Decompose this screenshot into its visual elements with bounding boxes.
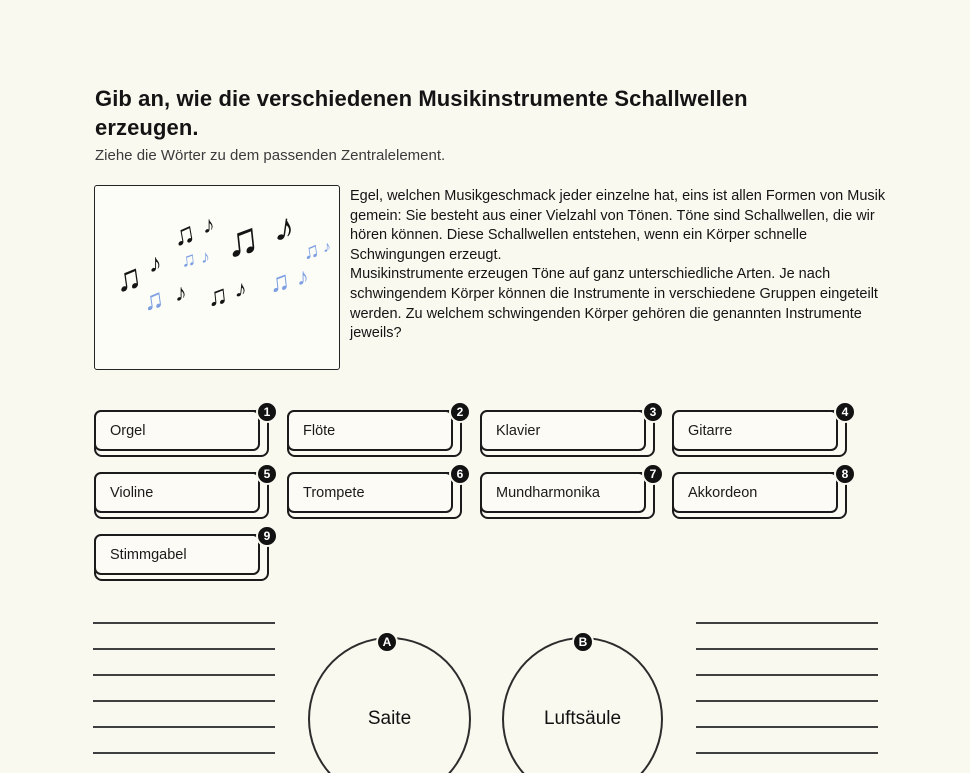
music-note-icon: ♫ xyxy=(112,255,145,300)
left-answer-lines xyxy=(93,622,275,762)
answer-line xyxy=(696,726,878,728)
card-number-badge: 4 xyxy=(834,401,856,423)
music-note-icon: ♫ xyxy=(267,264,292,299)
music-note-icon: ♪ xyxy=(233,275,249,304)
answer-line xyxy=(93,674,275,676)
music-note-icon: ♪ xyxy=(272,204,298,252)
card-number-badge: 6 xyxy=(449,463,471,485)
music-note-icon: ♪ xyxy=(201,247,210,267)
card-number-badge: 3 xyxy=(642,401,664,423)
music-note-icon: ♫ xyxy=(222,211,263,267)
word-card-label: Violine xyxy=(110,484,154,501)
music-note-icon: ♫ xyxy=(179,248,198,272)
answer-line xyxy=(696,622,878,624)
right-answer-lines xyxy=(696,622,878,762)
music-notes-canvas xyxy=(95,186,339,369)
task-instruction: Ziehe die Wörter zu dem passenden Zentralelement. xyxy=(95,147,446,164)
page-title-line2: erzeugen. xyxy=(95,115,199,140)
word-card-label: Mundharmonika xyxy=(496,484,600,501)
word-card-gitarre[interactable] xyxy=(672,405,849,457)
word-card-label: Akkordeon xyxy=(688,484,758,501)
answer-line xyxy=(93,752,275,754)
word-card-label: Trompete xyxy=(303,484,365,501)
music-note-icon: ♪ xyxy=(323,239,331,256)
drop-zone-saite[interactable] xyxy=(308,637,471,773)
intro-paragraph-2: Musikinstrumente erzeugen Töne auf ganz unterschiedliche Arten. Je nach schwingendem Körper können die Instrumente in verschiedene Gruppen eingeteilt werden. Zu welchem schwingenden Körper gehören die genannten Instrumente jeweils? xyxy=(350,266,878,342)
word-card-front[interactable] xyxy=(94,410,260,451)
drop-zone-label: Luftsäule xyxy=(543,708,622,729)
word-card-label: Gitarre xyxy=(688,422,733,439)
zone-letter-badge: A xyxy=(376,631,398,653)
word-card-label: Orgel xyxy=(110,422,146,439)
music-note-icon: ♪ xyxy=(297,264,309,291)
word-card-label: Flöte xyxy=(303,422,336,439)
word-card-front[interactable] xyxy=(672,410,838,451)
card-number-badge: 1 xyxy=(256,401,278,423)
page-title xyxy=(95,84,835,142)
music-note-icon: ♫ xyxy=(205,278,230,313)
answer-line xyxy=(696,700,878,702)
page-title-line1: Gib an, wie die verschiedenen Musikinstrumente Schallwellen xyxy=(95,86,748,111)
card-number-badge: 5 xyxy=(256,463,278,485)
word-card-klavier[interactable] xyxy=(480,405,657,457)
word-card-label: Stimmgabel xyxy=(110,546,187,563)
answer-line xyxy=(93,622,275,624)
answer-line xyxy=(93,726,275,728)
word-card-orgel[interactable] xyxy=(94,405,271,457)
music-notes-illustration xyxy=(94,185,340,370)
word-card-front[interactable] xyxy=(287,472,453,513)
answer-line xyxy=(696,648,878,650)
intro-paragraph-1: Egel, welchen Musikgeschmack jeder einzelne hat, eins ist allen Formen von Musik gemein: Sie besteht aus einer Vielzahl von Tönen. Töne sind Schallwellen, die wir hören können. Diese Schallwellen entstehen, wenn ein Körper schnelle Schwingungen erzeugt. xyxy=(350,188,886,263)
word-card-front[interactable] xyxy=(94,534,260,575)
music-note-icon: ♫ xyxy=(140,282,166,317)
word-card-trompete[interactable] xyxy=(287,467,464,519)
word-card-front[interactable] xyxy=(480,472,646,513)
card-number-badge: 8 xyxy=(834,463,856,485)
answer-line xyxy=(93,700,275,702)
zone-letter-badge: B xyxy=(572,631,594,653)
card-number-badge: 9 xyxy=(256,525,278,547)
word-card-front[interactable] xyxy=(672,472,838,513)
music-note-icon: ♪ xyxy=(203,212,215,239)
word-card-front[interactable] xyxy=(287,410,453,451)
word-card-label: Klavier xyxy=(496,422,541,439)
drop-zone-luftsaeule[interactable] xyxy=(502,637,663,773)
card-number-badge: 7 xyxy=(642,463,664,485)
answer-line xyxy=(93,648,275,650)
word-card-mundharmonika[interactable] xyxy=(480,467,657,519)
word-card-akkordeon[interactable] xyxy=(672,467,849,519)
music-note-icon: ♪ xyxy=(175,280,187,307)
word-card-violine[interactable] xyxy=(94,467,271,519)
drop-zone-label: Saite xyxy=(367,708,412,729)
intro-text xyxy=(350,187,886,344)
word-card-front[interactable] xyxy=(480,410,646,451)
music-note-icon: ♫ xyxy=(301,236,322,265)
answer-line xyxy=(696,752,878,754)
music-note-icon: ♪ xyxy=(149,248,162,278)
word-card-floete[interactable] xyxy=(287,405,464,457)
word-card-front[interactable] xyxy=(94,472,260,513)
answer-line xyxy=(696,674,878,676)
music-note-icon: ♫ xyxy=(170,216,199,253)
word-card-stimmgabel[interactable] xyxy=(94,529,271,581)
card-number-badge: 2 xyxy=(449,401,471,423)
